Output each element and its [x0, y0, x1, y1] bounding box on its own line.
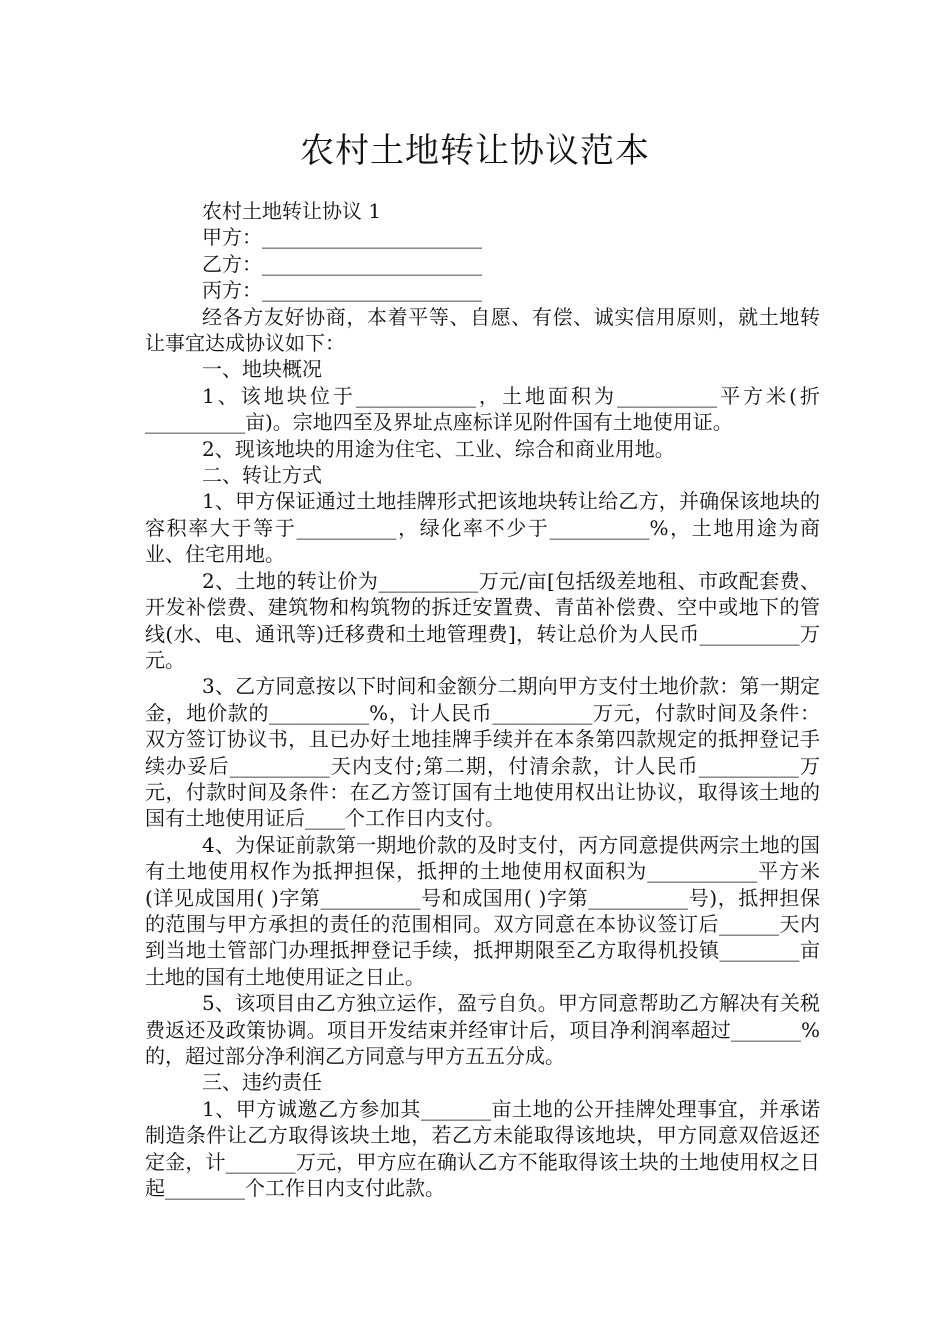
clause-1-2: 2、现该地块的用途为住宅、工业、综合和商业用地。 [202, 436, 675, 461]
agreement-subtitle: 农村土地转让协议 1 [202, 199, 382, 223]
party-c-line: 丙方：______________________ [202, 278, 482, 303]
clause-2-5: 5、该项目由乙方独立运作，盈亏自负。甲方同意帮助乙方解决有关税费返还及政策协调。项目开发结束并经审计后，项目净利润率超过_______%的，超过部分净利润乙方同意与甲方五五分成。 [145, 991, 820, 1068]
party-a-line: 甲方：______________________ [202, 225, 482, 250]
party-b-line: 乙方：______________________ [202, 251, 482, 276]
preamble-paragraph: 经各方友好协商，本着平等、自愿、有偿、诚实信用原则，就土地转让事宜达成协议如下： [145, 304, 820, 356]
clause-2-4: 4、为保证前款第一期地价款的及时支付，丙方同意提供两宗土地的国有土地使用权作为抵押担保，抵押的土地使用权面积为___________平方米(详见成国用( )字第__________号和成国用( )字第__________号)，抵押担保的范围与甲方承担的责任的范围相同。双方同意在本协议签订后______天内到当地土管部门办理抵押登记手续，抵押期限至乙方取得机投镇________亩土地的国有土地使用证之日止。 [145, 832, 820, 989]
section-heading-2: 二、转让方式 [202, 463, 322, 488]
clause-3-1: 1、甲方诚邀乙方参加其_______亩土地的公开挂牌处理事宜，并承诺制造条件让乙方取得该块土地，若乙方未能取得该地块，甲方同意双倍返还定金，计_______万元，甲方应在确认乙方不能取得该土块的土地使用权之日起________个工作日内支付此款。 [145, 1096, 820, 1201]
section-heading-3: 三、违约责任 [202, 1070, 322, 1095]
clause-1-1: 1、该地块位于____________，土地面积为__________平方米(折__________亩)。宗地四至及界址点座标详见附件国有土地使用证。 [145, 383, 820, 435]
clause-2-1: 1、甲方保证通过土地挂牌形式把该地块转让给乙方，并确保该地块的容积率大于等于__________，绿化率不少于__________%，土地用途为商业、住宅用地。 [145, 489, 820, 567]
document-body [145, 198, 820, 1201]
clause-2-3: 3、乙方同意按以下时间和金额分二期向甲方支付土地价款：第一期定金，地价款的__________%，计人民币__________万元，付款时间及条件：双方签订协议书，且已办好土地挂牌手续并在本条第四款规定的抵押登记手续办妥后__________天内支付;第二期，付清余款，计人民币__________万元，付款时间及条件：在乙方签订国有土地使用权出让协议，取得该土地的国有土地使用证后____个工作日内支付。 [145, 674, 820, 831]
section-heading-1: 一、地块概况 [202, 357, 322, 382]
clause-2-2: 2、土地的转让价为__________万元/亩[包括级差地租、市政配套费、开发补偿费、建筑物和构筑物的拆迁安置费、青苗补偿费、空中或地下的管线(水、电、通讯等)迁移费和土地管理费]，转让总价为人民币__________万元。 [145, 568, 820, 672]
document-title: 农村土地转让协议范本 [300, 131, 650, 171]
